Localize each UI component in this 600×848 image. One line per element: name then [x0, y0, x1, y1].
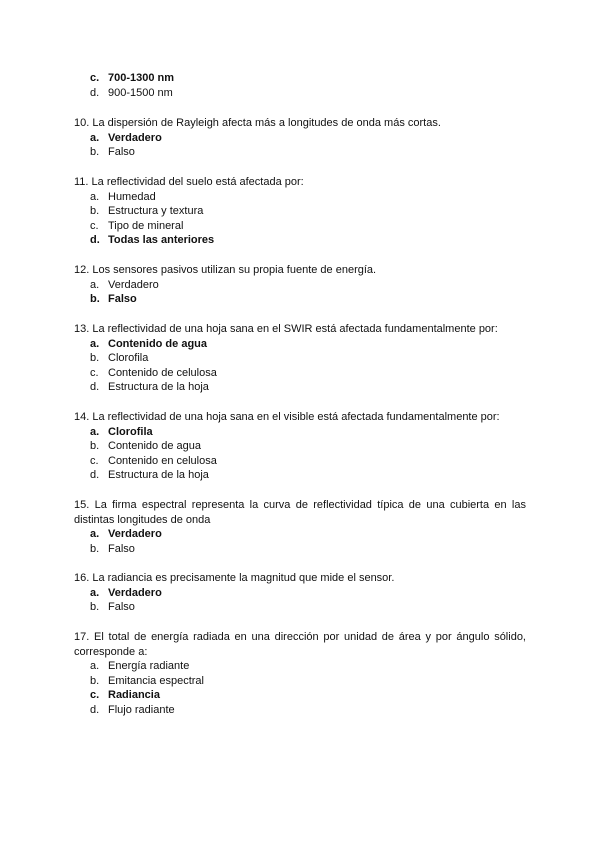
option-letter: a.: [90, 337, 100, 350]
question-text: 10. La dispersión de Rayleigh afecta más a longitudes de onda más cortas.: [74, 117, 441, 129]
option: [74, 439, 526, 454]
option: [74, 190, 526, 205]
question-15: [74, 498, 526, 556]
question-16: [74, 571, 526, 615]
option-text: Falso: [108, 601, 135, 614]
question-text: 13. La reflectividad de una hoja sana en el SWIR está afectada fundamentalmente por:: [74, 323, 498, 335]
option: [74, 337, 526, 352]
option-letter: a.: [90, 190, 100, 203]
option-list: [74, 131, 526, 160]
option-letter: b.: [90, 674, 100, 687]
option-text: Falso: [108, 293, 137, 306]
option-letter: d.: [90, 381, 100, 394]
option: [74, 366, 526, 381]
option: [74, 219, 526, 234]
option: [74, 468, 526, 483]
option-list: [74, 425, 526, 483]
option: [74, 600, 526, 615]
question-text: 14. La reflectividad de una hoja sana en el visible está afectada fundamentalmente por:: [74, 411, 500, 423]
option-letter: b.: [90, 146, 100, 159]
question-text: 12. Los sensores pasivos utilizan su propia fuente de energía.: [74, 264, 377, 276]
option-letter: c.: [90, 689, 100, 702]
option-list: [74, 278, 526, 307]
option-letter: c.: [90, 72, 100, 84]
option-letter: c.: [90, 454, 99, 467]
option-text: Falso: [108, 542, 135, 555]
option-text: Falso: [108, 146, 135, 159]
option-list: [74, 190, 526, 248]
option: [74, 351, 526, 366]
option-letter: b.: [90, 352, 100, 365]
option-letter: b.: [90, 601, 100, 614]
option-text: Verdadero: [108, 586, 162, 599]
option-text: Radiancia: [108, 689, 160, 702]
option-text: Flujo radiante: [108, 703, 175, 716]
option-text: Tipo de mineral: [108, 219, 184, 232]
option-text: Verdadero: [108, 278, 159, 291]
option: [74, 204, 526, 219]
question-12: [74, 263, 526, 307]
option-text: Contenido de agua: [108, 440, 201, 453]
option-text: Verdadero: [108, 528, 162, 541]
option-text: Contenido de celulosa: [108, 366, 217, 379]
option-letter: d.: [90, 86, 100, 99]
question-13: [74, 322, 526, 395]
question-text: 11. La reflectividad del suelo está afectada por:: [74, 176, 304, 188]
option: [74, 380, 526, 395]
option-text: 900-1500 nm: [108, 86, 173, 99]
option-list: [74, 71, 526, 100]
option-letter: a.: [90, 278, 100, 291]
option-text: Emitancia espectral: [108, 674, 204, 687]
question-11: [74, 175, 526, 248]
option-text: Contenido de agua: [108, 337, 207, 350]
option: [74, 674, 526, 689]
option-list: [74, 337, 526, 395]
question-9-fragment: [74, 71, 526, 100]
question-17: [74, 630, 526, 718]
option-list: [74, 586, 526, 615]
option-letter: c.: [90, 366, 99, 379]
option: [74, 86, 526, 101]
option-letter: b.: [90, 542, 100, 555]
option-text: Estructura de la hoja: [108, 469, 209, 482]
option: [74, 659, 526, 674]
option-letter: d.: [90, 469, 100, 482]
question-14: [74, 410, 526, 483]
option-letter: a.: [90, 660, 100, 673]
option-text: Humedad: [108, 190, 156, 203]
option: [74, 586, 526, 601]
option: [74, 278, 526, 293]
option-letter: d.: [90, 234, 100, 247]
option-text: Energía radiante: [108, 660, 190, 673]
option-letter: c.: [90, 219, 99, 232]
question-text: 15. La firma espectral representa la curva de reflectividad típica de una cubierta en las distintas longitudes de onda: [74, 499, 526, 526]
option-letter: d.: [90, 703, 100, 716]
option: [74, 425, 526, 440]
option: [74, 145, 526, 160]
option-text: Contenido en celulosa: [108, 454, 217, 467]
option-text: Clorofila: [108, 425, 153, 438]
option-list: [74, 659, 526, 717]
option-letter: a.: [90, 528, 100, 541]
option: [74, 292, 526, 307]
option-text: 700-1300 nm: [108, 72, 175, 84]
option-letter: b.: [90, 205, 100, 218]
option-letter: a.: [90, 425, 100, 438]
option-text: Todas las anteriores: [108, 234, 215, 247]
option-text: Estructura y textura: [108, 205, 204, 218]
option-list: [74, 527, 526, 556]
option: [74, 703, 526, 718]
option-letter: b.: [90, 293, 100, 306]
option: [74, 131, 526, 146]
option: [74, 233, 526, 248]
option-letter: a.: [90, 131, 100, 144]
option-text: Estructura de la hoja: [108, 381, 209, 394]
option-text: Verdadero: [108, 131, 162, 144]
option: [74, 542, 526, 557]
option-letter: b.: [90, 440, 100, 453]
question-text: 17. El total de energía radiada en una dirección por unidad de área y por ángulo sólido, corresponde a:: [74, 631, 526, 658]
question-text: 16. La radiancia es precisamente la magnitud que mide el sensor.: [74, 572, 395, 584]
option-letter: a.: [90, 586, 100, 599]
question-10: [74, 116, 526, 160]
option: [74, 688, 526, 703]
option-text: Clorofila: [108, 352, 149, 365]
option: [74, 454, 526, 469]
option: [74, 527, 526, 542]
option: [74, 71, 526, 86]
